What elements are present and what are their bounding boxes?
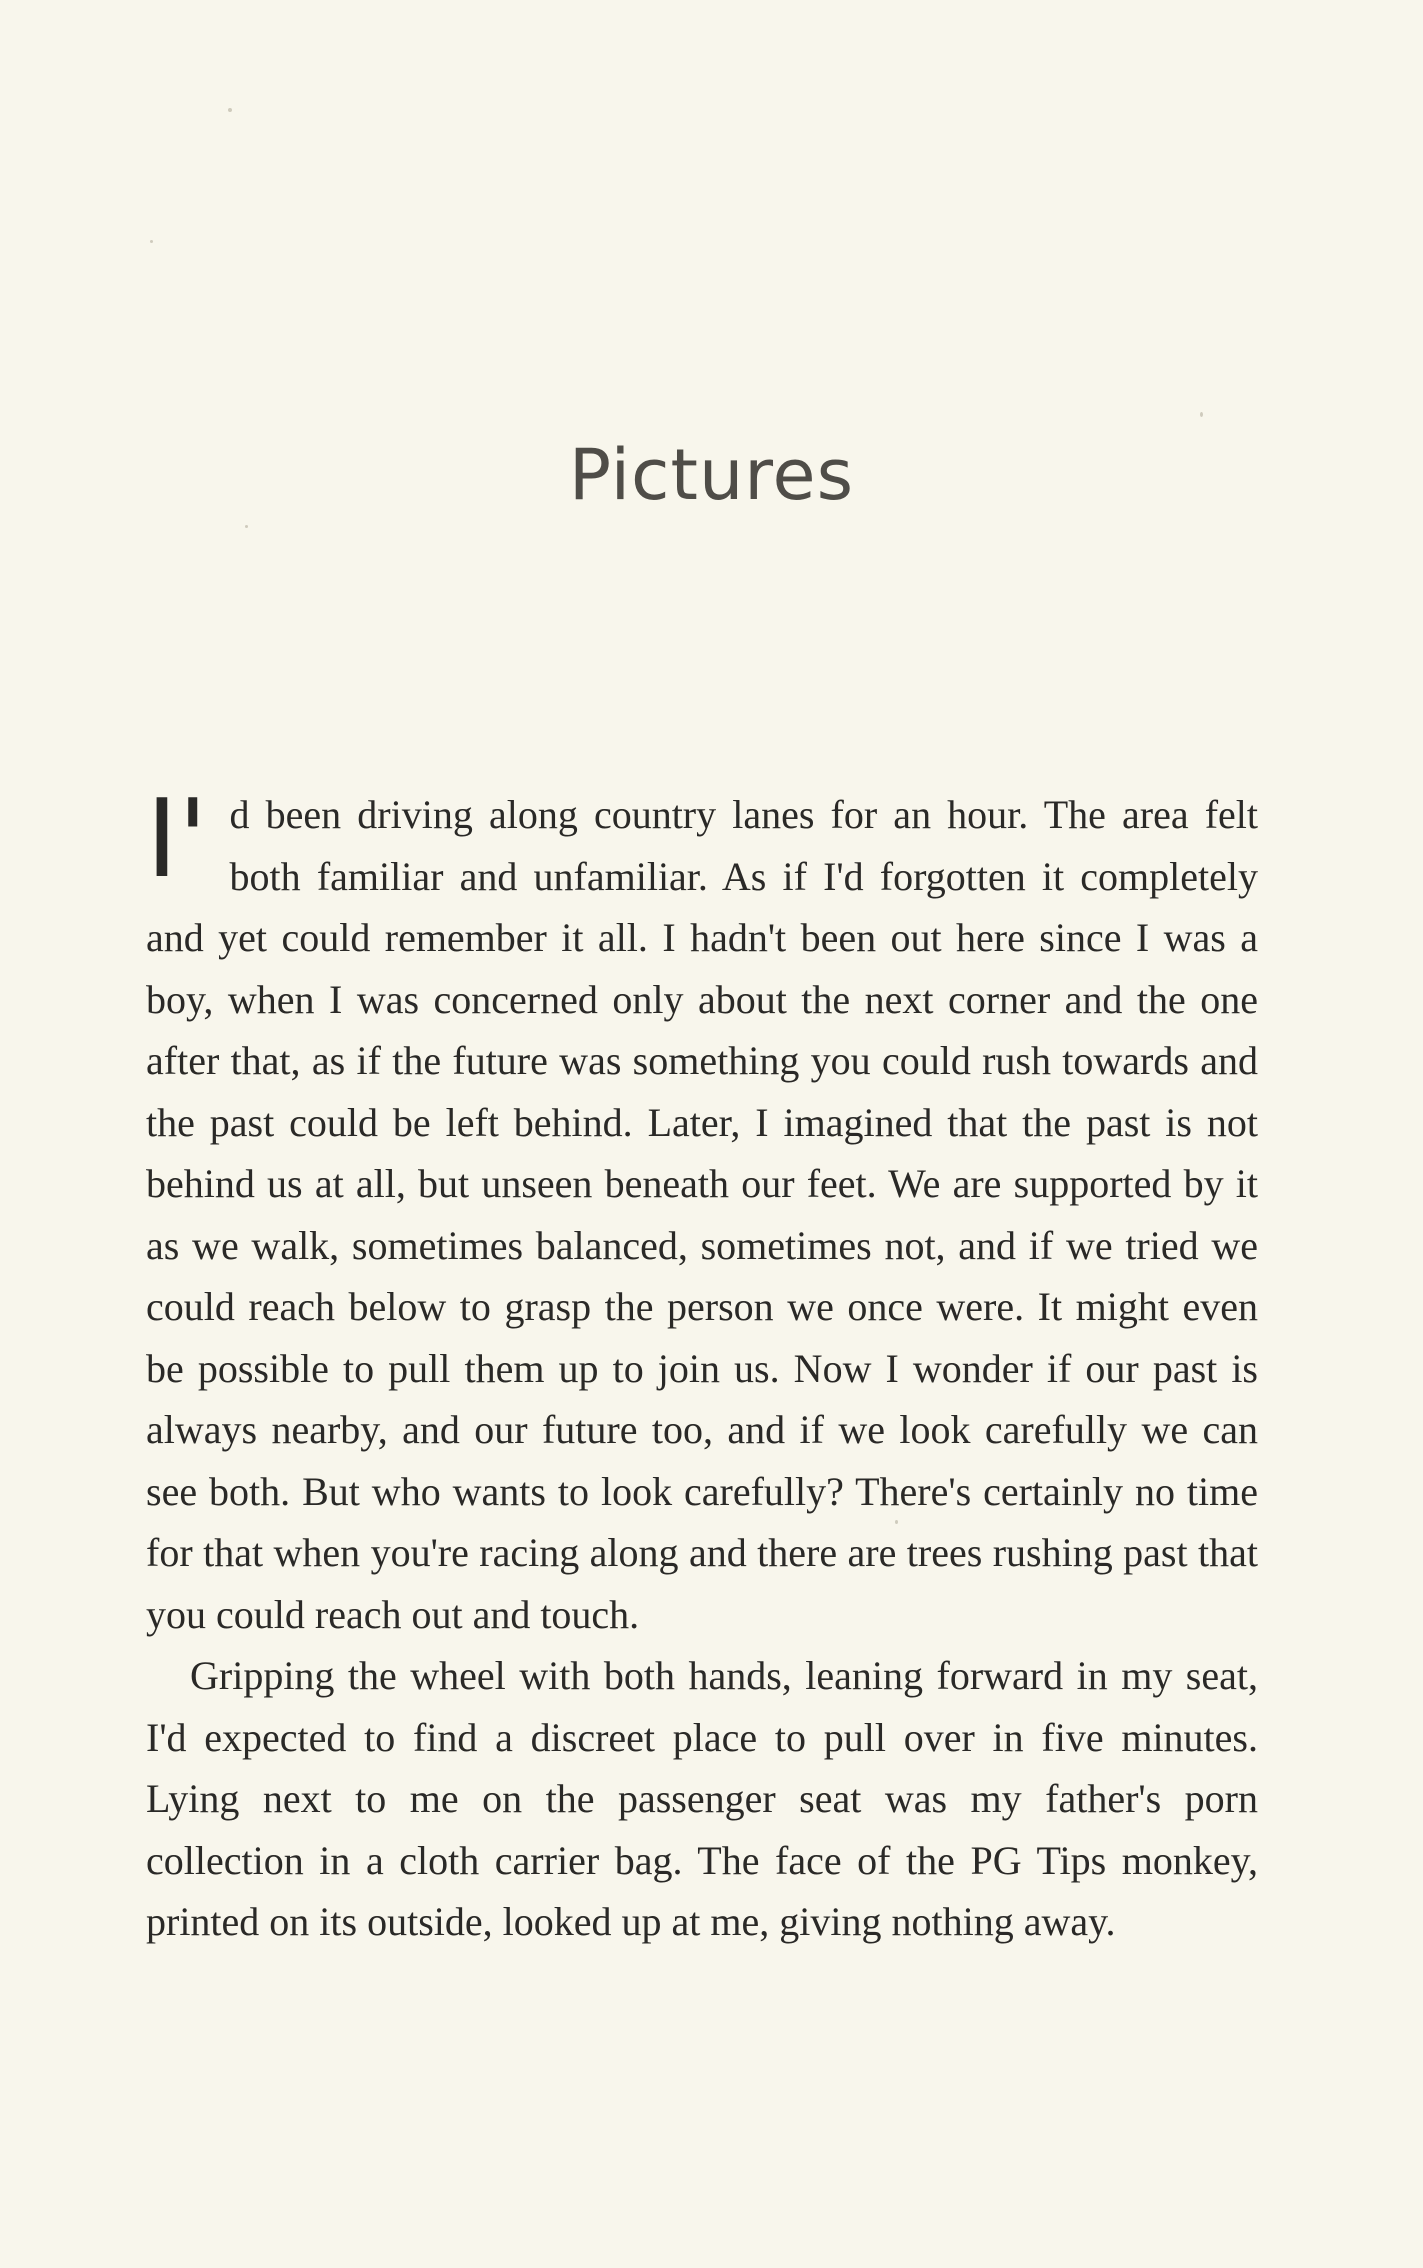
- paper-speck: [1200, 412, 1203, 417]
- paragraph-2: Gripping the wheel with both hands, leaning forward in my seat, I'd expected to find a discreet place to pull over in five minutes. Lying next to me on the passenger seat was my father's porn collection in a cloth carrier bag. The face of the PG Tips monkey, printed on its outside, looked up at me, giving nothing away.: [146, 1653, 1258, 1944]
- body-text: [146, 777, 1258, 1953]
- paper-speck: [150, 240, 153, 243]
- paragraph-1: I'd been driving along country lanes for an hour. The area felt both familiar and unfamiliar. As if I'd forgotten it completely and yet could remember it all. I hadn't been out here since I was a boy, when I was concerned only about the next corner and the one after that, as if the future was something you could rush towards and the past could be left behind. Later, I imagined that the past is not behind us at all, but unseen beneath our feet. We are supported by it as we walk, sometimes balanced, sometimes not, and if we tried we could reach below to grasp the person we once were. It might even be possible to pull them up to join us. Now I wonder if our past is always nearby, and our future too, and if we look carefully we can see both. But who wants to look carefully? There's certainly no time for that when you're racing along and there are trees rushing past that you could reach out and touch.: [146, 777, 1258, 1637]
- chapter-title: Pictures: [568, 434, 855, 516]
- paper-speck: [228, 108, 232, 112]
- paper-speck: [245, 525, 248, 528]
